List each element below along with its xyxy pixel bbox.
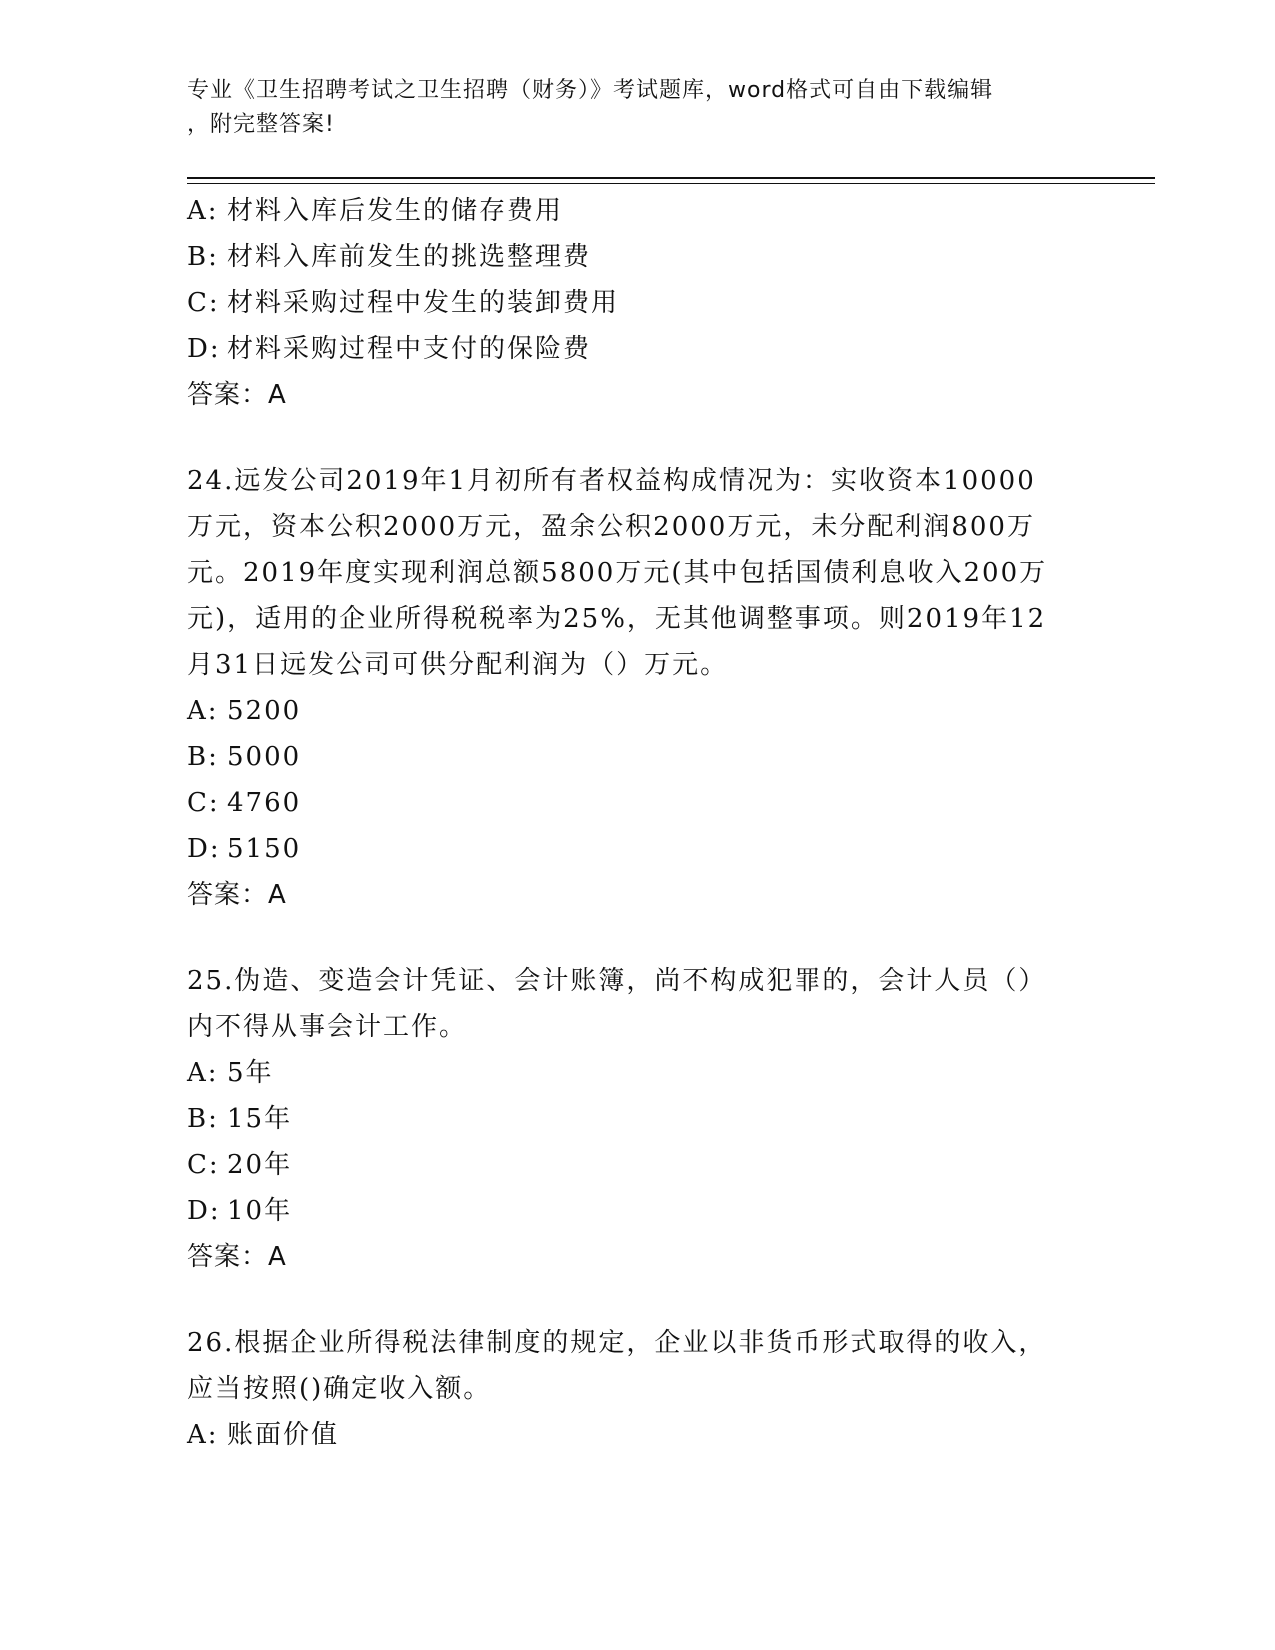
spacer — [187, 418, 1087, 458]
spacer — [187, 918, 1087, 958]
question-23 — [187, 188, 1087, 418]
option-d: D: 5150 — [187, 834, 302, 864]
header-rule-thick — [187, 177, 1155, 179]
question-list — [187, 188, 1087, 1458]
header-line-1: 专业《卫生招聘考试之卫生招聘（财务）》考试题库，word格式可自由下载编辑 — [187, 78, 994, 103]
question-26 — [187, 1320, 1087, 1458]
question-stem-line: 内不得从事会计工作。 — [187, 1012, 468, 1042]
spacer — [187, 1280, 1087, 1320]
question-24 — [187, 458, 1087, 918]
option-a: A: 5年 — [187, 1058, 274, 1088]
answer-line: 答案：A — [187, 880, 287, 910]
option-a: A: 账面价值 — [187, 1420, 340, 1450]
question-25 — [187, 958, 1087, 1280]
option-d: D: 材料采购过程中支付的保险费 — [187, 334, 592, 364]
question-stem-line: 元。2019年度实现利润总额5800万元(其中包括国债利息收入200万 — [187, 558, 1048, 588]
question-stem-line: 应当按照()确定收入额。 — [187, 1374, 492, 1404]
question-stem-line: 万元，资本公积2000万元，盈余公积2000万元，未分配利润800万 — [187, 512, 1035, 542]
option-b: B: 15年 — [187, 1104, 293, 1134]
answer-line: 答案：A — [187, 1242, 287, 1272]
option-d: D: 10年 — [187, 1196, 293, 1226]
question-stem-line: 24.远发公司2019年1月初所有者权益构成情况为：实收资本10000 — [187, 466, 1036, 496]
header-rule-thin — [187, 183, 1155, 184]
option-c: C: 4760 — [187, 788, 302, 818]
question-stem-line: 26.根据企业所得税法律制度的规定，企业以非货币形式取得的收入， — [187, 1328, 1047, 1358]
question-stem-line: 元)，适用的企业所得税税率为25%，无其他调整事项。则2019年12 — [187, 604, 1047, 634]
option-a: A: 5200 — [187, 696, 302, 726]
answer-line: 答案：A — [187, 380, 287, 410]
option-c: C: 材料采购过程中发生的装卸费用 — [187, 288, 620, 318]
question-stem-line: 25.伪造、变造会计凭证、会计账簿，尚不构成犯罪的，会计人员（） — [187, 966, 1047, 996]
option-a: A: 材料入库后发生的储存费用 — [187, 196, 564, 226]
question-stem-line: 月31日远发公司可供分配利润为（）万元。 — [187, 650, 729, 680]
option-b: B: 材料入库前发生的挑选整理费 — [187, 242, 592, 272]
header-line-2: ，附完整答案! — [187, 112, 335, 137]
document-header — [187, 74, 1067, 142]
option-c: C: 20年 — [187, 1150, 293, 1180]
option-b: B: 5000 — [187, 742, 302, 772]
